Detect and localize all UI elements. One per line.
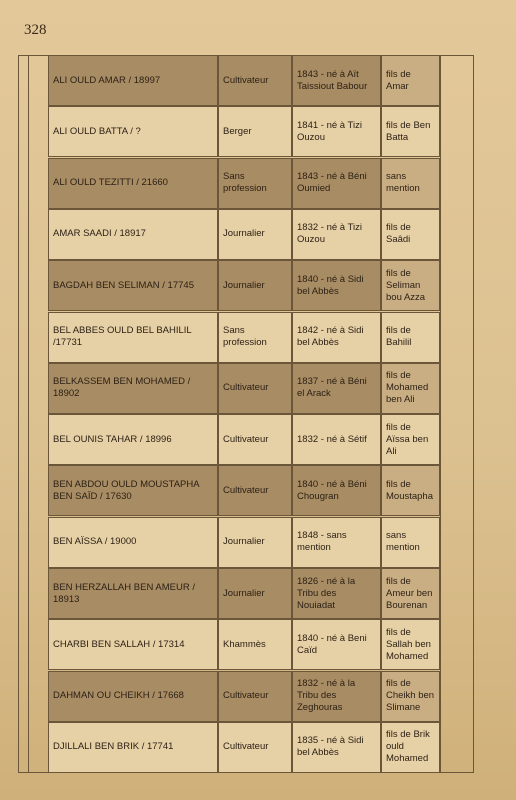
occupation-cell: Journalier: [218, 568, 292, 619]
occupation-cell: Cultivateur: [218, 55, 292, 106]
name-cell: ALI OULD TEZITTI / 21660: [48, 158, 218, 209]
filiation-cell: fils de Sallah ben Mohamed: [381, 619, 440, 670]
filiation-cell: fils de Aïssa ben Ali: [381, 414, 440, 465]
table-row: [28, 363, 440, 414]
table-row: [28, 671, 440, 722]
filiation-cell: fils de Ameur ben Bourenan: [381, 568, 440, 619]
filiation-cell: fils de Amar: [381, 55, 440, 106]
filiation-cell: fils de Cheikh ben Slimane: [381, 671, 440, 722]
occupation-cell: Journalier: [218, 209, 292, 260]
filiation-cell: fils de Saâdi: [381, 209, 440, 260]
name-cell: ALI OULD BATTA / ?: [48, 106, 218, 157]
table-row: [28, 312, 440, 363]
page-number: 328: [24, 22, 47, 38]
name-cell: BEL ABBES OULD BEL BAHILIL /17731: [48, 312, 218, 363]
prisoner-table: [28, 55, 440, 773]
table-row: [28, 568, 440, 619]
table-row: [28, 517, 440, 568]
occupation-cell: Cultivateur: [218, 671, 292, 722]
birth-cell: 1840 - né à Beni Caïd: [292, 619, 381, 670]
occupation-cell: Sans profession: [218, 158, 292, 209]
filiation-cell: sans mention: [381, 158, 440, 209]
name-cell: AMAR SAADI / 18917: [48, 209, 218, 260]
table-row: [28, 209, 440, 260]
birth-cell: 1835 - né à Sidi bel Abbès: [292, 722, 381, 773]
filiation-cell: fils de Moustapha: [381, 465, 440, 516]
birth-cell: 1842 - né à Sidi bel Abbès: [292, 312, 381, 363]
name-cell: ALI OULD AMAR / 18997: [48, 55, 218, 106]
table-row: [28, 158, 440, 209]
occupation-cell: Journalier: [218, 260, 292, 311]
birth-cell: 1843 - né à Aït Taissiout Babour: [292, 55, 381, 106]
name-cell: BAGDAH BEN SELIMAN / 17745: [48, 260, 218, 311]
birth-cell: 1832 - né à Sétif: [292, 414, 381, 465]
birth-cell: 1837 - né à Béni el Arack: [292, 363, 381, 414]
name-cell: DJILLALI BEN BRIK / 17741: [48, 722, 218, 773]
birth-cell: 1848 - sans mention: [292, 517, 381, 568]
occupation-cell: Sans profession: [218, 312, 292, 363]
occupation-cell: Berger: [218, 106, 292, 157]
birth-cell: 1826 - né à la Tribu des Nouiadat: [292, 568, 381, 619]
table-row: [28, 722, 440, 773]
filiation-cell: sans mention: [381, 517, 440, 568]
table-row: [28, 414, 440, 465]
birth-cell: 1843 - né à Béni Oumied: [292, 158, 381, 209]
name-cell: BELKASSEM BEN MOHAMED / 18902: [48, 363, 218, 414]
name-cell: DAHMAN OU CHEIKH / 17668: [48, 671, 218, 722]
table-row: [28, 465, 440, 516]
table-row: [28, 55, 440, 106]
birth-cell: 1832 - né à Tizi Ouzou: [292, 209, 381, 260]
name-cell: BEN HERZALLAH BEN AMEUR / 18913: [48, 568, 218, 619]
occupation-cell: Journalier: [218, 517, 292, 568]
table-row: [28, 106, 440, 157]
filiation-cell: fils de Mohamed ben Ali: [381, 363, 440, 414]
occupation-cell: Cultivateur: [218, 414, 292, 465]
table-row: [28, 619, 440, 670]
name-cell: BEN AÏSSA / 19000: [48, 517, 218, 568]
name-cell: CHARBI BEN SALLAH / 17314: [48, 619, 218, 670]
occupation-cell: Cultivateur: [218, 363, 292, 414]
occupation-cell: Khammès: [218, 619, 292, 670]
name-cell: BEL OUNIS TAHAR / 18996: [48, 414, 218, 465]
birth-cell: 1832 - né à la Tribu des Zeghouras: [292, 671, 381, 722]
occupation-cell: Cultivateur: [218, 465, 292, 516]
filiation-cell: fils de Brik ould Mohamed: [381, 722, 440, 773]
right-gutter-line: [440, 55, 450, 773]
occupation-cell: Cultivateur: [218, 722, 292, 773]
filiation-cell: fils de Ben Batta: [381, 106, 440, 157]
birth-cell: 1840 - né à Béni Chougran: [292, 465, 381, 516]
birth-cell: 1840 - né à Sidi bel Abbès: [292, 260, 381, 311]
filiation-cell: fils de Seliman bou Azza: [381, 260, 440, 311]
filiation-cell: fils de Bahilil: [381, 312, 440, 363]
table-row: [28, 260, 440, 311]
birth-cell: 1841 - né à Tizi Ouzou: [292, 106, 381, 157]
name-cell: BEN ABDOU OULD MOUSTAPHA BEN SAÏD / 17630: [48, 465, 218, 516]
